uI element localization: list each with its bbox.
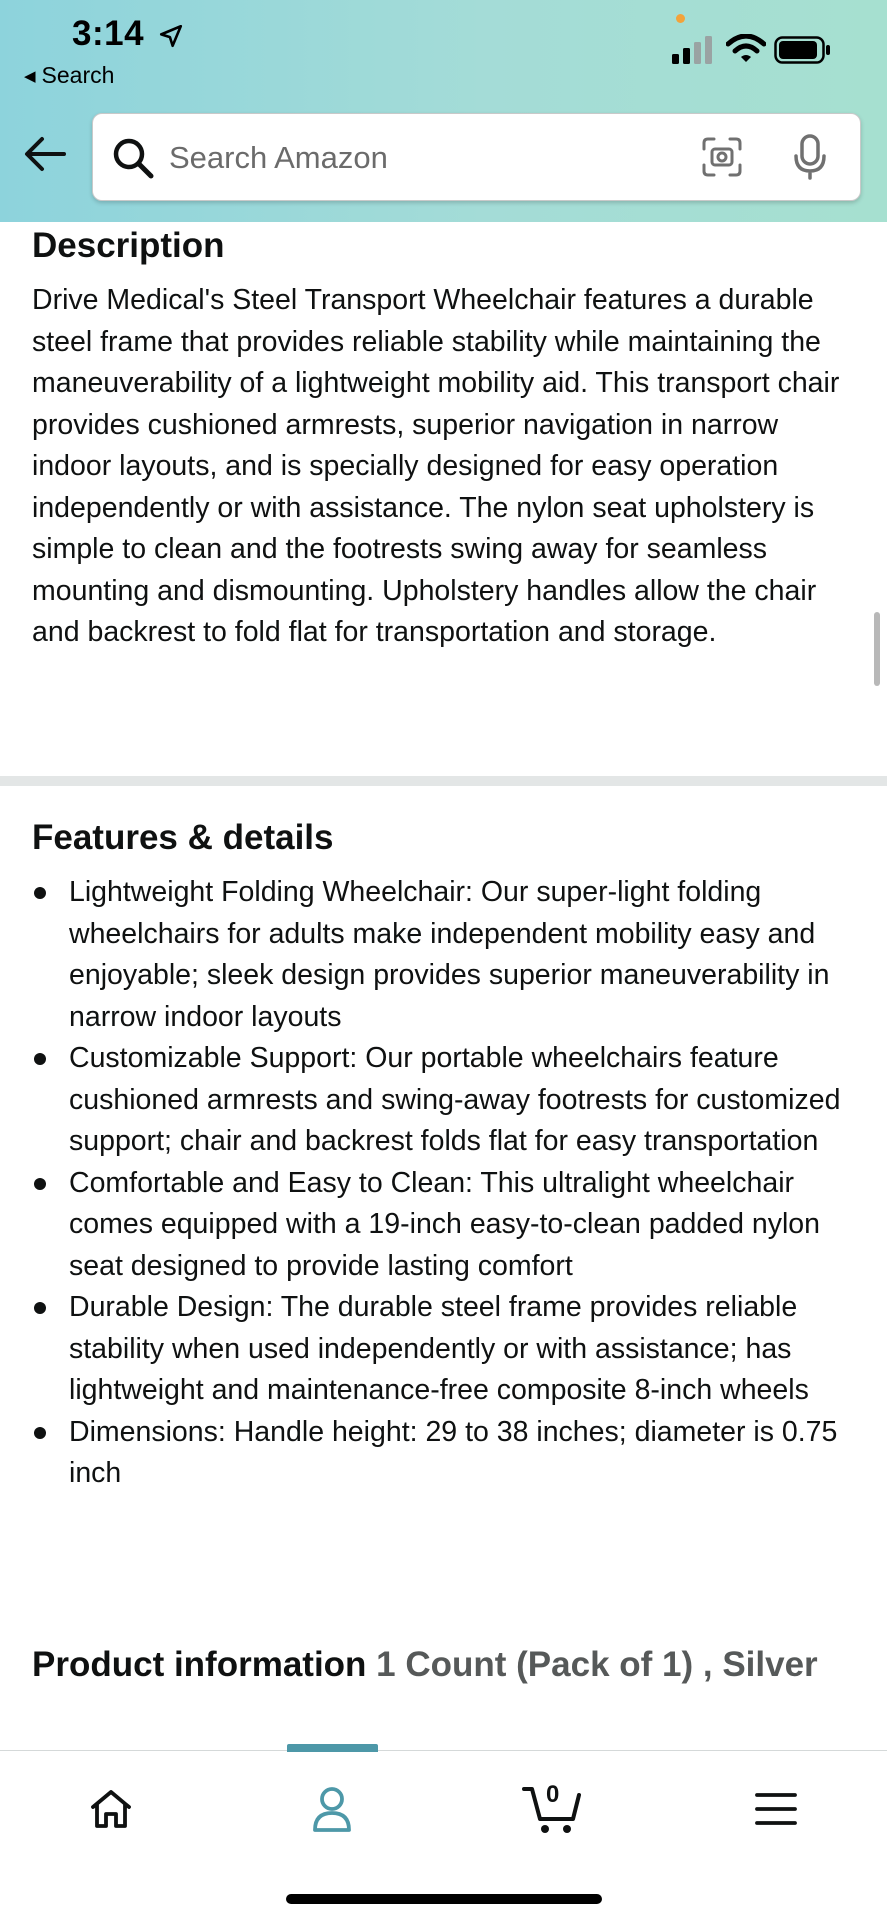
home-indicator-bar[interactable] [286, 1894, 602, 1904]
search-icon [111, 136, 155, 180]
privacy-indicator-dot [676, 14, 685, 23]
cellular-signal-icon [672, 36, 714, 64]
feature-item [32, 1412, 862, 1495]
section-divider [0, 776, 887, 786]
menu-icon [754, 1791, 798, 1827]
nav-cart-button[interactable] [513, 1779, 593, 1839]
bullet-dot [34, 887, 46, 899]
bullet-dot [34, 1053, 46, 1065]
microphone-icon[interactable] [793, 134, 827, 180]
feature-text: Durable Design: The durable steel frame provides reliable stability when used independently or with assistance; has lightweight and maintenance-free composite 8-inch wheels [69, 1291, 809, 1406]
camera-scan-icon[interactable] [701, 136, 743, 178]
account-icon [310, 1785, 354, 1833]
product-information-title: Product information [32, 1645, 367, 1684]
nav-menu-button[interactable] [736, 1779, 816, 1839]
nav-home-button[interactable] [71, 1779, 151, 1839]
feature-text: Customizable Support: Our portable wheelchairs feature cushioned armrests and swing-away footrests for customized support; chair and backrest folds flat for easy transportation [69, 1042, 841, 1157]
status-bar-time [72, 14, 184, 54]
scrollbar-thumb[interactable] [874, 612, 880, 686]
time-text: 3:14 [72, 14, 145, 53]
bullet-dot [34, 1178, 46, 1190]
wifi-icon [726, 34, 766, 64]
product-information-heading[interactable] [32, 1642, 862, 1688]
feature-item [32, 872, 862, 1038]
back-arrow-icon[interactable] [24, 136, 66, 172]
feature-item [32, 1287, 862, 1412]
search-bar[interactable] [92, 113, 861, 201]
cart-count-badge: 0 [546, 1781, 560, 1808]
bullet-dot [34, 1302, 46, 1314]
active-tab-indicator [287, 1744, 378, 1752]
nav-account-button[interactable] [292, 1779, 372, 1839]
feature-item [32, 1163, 862, 1288]
location-arrow-icon [158, 23, 184, 49]
top-header [0, 0, 887, 222]
back-app-label: Search [41, 62, 115, 88]
search-input[interactable] [169, 132, 649, 184]
description-text: Drive Medical's Steel Transport Wheelchair features a durable steel frame that provides reliable stability while maintaining the maneuverability of a lightweight mobility aid. This transport chair provides cushioned armrests, superior navigation in narrow indoor layouts, and is specially designed for easy operation independently or with assistance. The nylon seat upholstery is simple to clean and the footrests swing away for seamless mounting and dismounting. Upholstery handles allow the chair and backrest to fold flat for transportation and storage. [32, 284, 840, 648]
home-icon [89, 1787, 133, 1831]
feature-text: Lightweight Folding Wheelchair: Our super-light folding wheelchairs for adults make independent mobility easy and enjoyable; sleek design provides superior maneuverability in narrow indoor layouts [69, 876, 830, 1033]
bullet-dot [34, 1427, 46, 1439]
back-triangle-icon: ◀ [24, 68, 36, 85]
product-variant-text: 1 Count (Pack of 1) , Silver [376, 1645, 818, 1684]
feature-text: Dimensions: Handle height: 29 to 38 inches; diameter is 0.75 inch [69, 1415, 838, 1489]
battery-icon [774, 36, 832, 64]
feature-item [32, 1038, 862, 1163]
description-heading: Description [32, 226, 225, 265]
features-heading: Features & details [32, 818, 334, 857]
back-to-app-link[interactable] [24, 62, 114, 89]
features-list [32, 872, 862, 1495]
feature-text: Comfortable and Easy to Clean: This ultralight wheelchair comes equipped with a 19-inch easy-to-clean padded nylon seat designed to provide lasting comfort [69, 1166, 820, 1282]
